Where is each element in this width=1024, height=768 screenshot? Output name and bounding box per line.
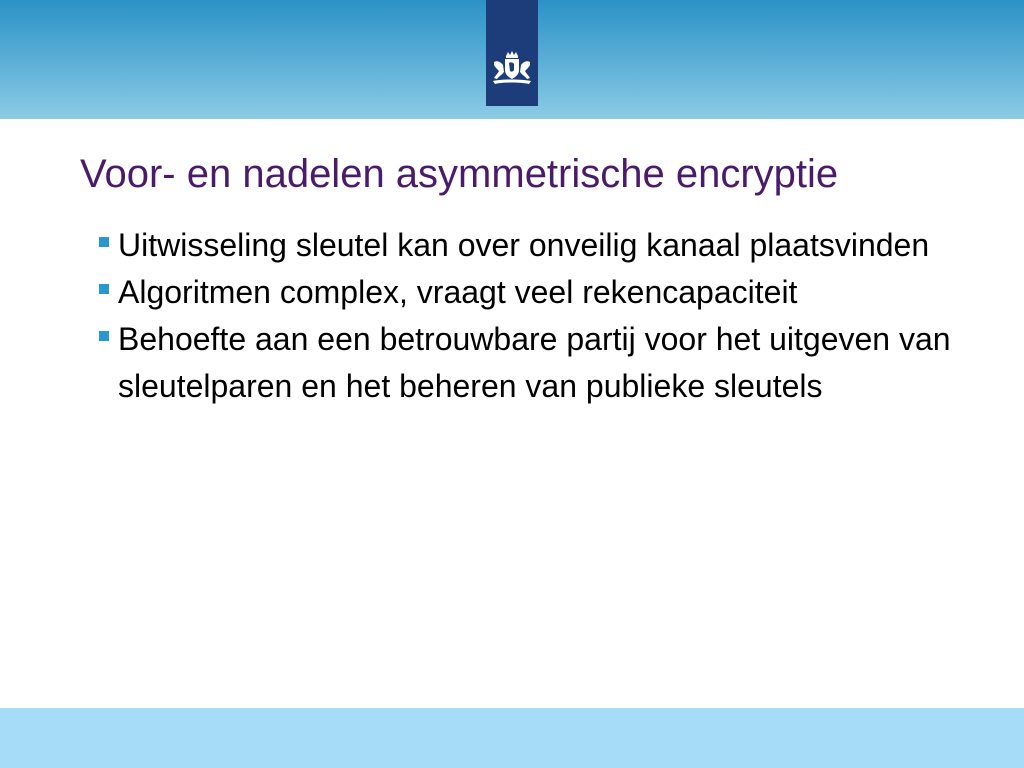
bullet-item [96,316,996,410]
bullet-item [96,269,996,316]
slide-title: Voor- en nadelen asymmetrische encryptie [80,152,839,196]
coat-of-arms-icon [488,50,536,92]
bullet-list [96,222,996,410]
bullet-text: Algoritmen complex, vraagt veel rekencapaciteit [118,274,798,310]
logo [486,0,538,106]
bullet-square-icon [99,284,109,294]
bullet-square-icon [99,237,109,247]
bullet-item [96,222,996,269]
footer-band [0,708,1024,768]
bullet-text: Behoefte aan een betrouwbare partij voor het uitgeven van sleutelparen en het beheren van publieke sleutels [118,321,951,404]
bullet-text: Uitwisseling sleutel kan over onveilig kanaal plaatsvinden [118,227,930,263]
bullet-square-icon [99,331,109,341]
